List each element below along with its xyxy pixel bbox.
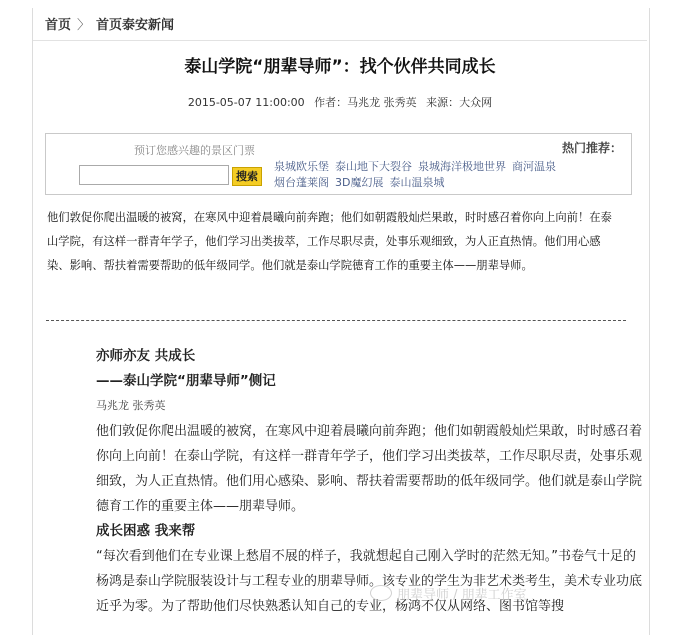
breadcrumb-separator: 〉 — [77, 18, 91, 33]
paragraph-text: “每次看到他们在专业课上愁眉不展的样子，我就想起自己刚入学时的茫然无知。”书卷气十足的杨鸿是泰山学院服装设计与工程专业的朋辈导师。该专业的学生为非艺术类考生，美术专业功底近乎为零。为了帮助他们尽快熟悉认知自己的专业，杨鸿不仅从网络、图书馆等搜 — [96, 549, 643, 614]
hot-link[interactable]: 泉城欧乐堡 — [274, 160, 329, 173]
hot-link[interactable]: 泉城海洋极地世界 — [418, 160, 506, 173]
ticket-search-box — [45, 133, 632, 195]
article-body-header — [96, 344, 644, 417]
dashed-divider — [46, 320, 626, 321]
hot-recommend-label: 热门推荐： — [561, 141, 622, 155]
search-input[interactable] — [79, 165, 229, 185]
article-body — [96, 419, 644, 619]
watermark-text: 朋辈导师 / 朋辈工作室 — [397, 588, 527, 603]
hot-link[interactable]: 泰山温泉城 — [389, 176, 445, 189]
breadcrumb-section[interactable]: 首页泰安新闻 — [96, 18, 175, 33]
article-meta — [33, 94, 647, 110]
hot-link[interactable]: 泰山地下大裂谷 — [335, 160, 412, 173]
article-subheading: ——泰山学院“朋辈导师”侧记 — [96, 373, 276, 389]
hot-links — [274, 159, 604, 191]
section-heading: 成长困惑 我来帮 — [96, 523, 196, 539]
paragraph-text: 他们敦促你爬出温暖的被窝，在寒风中迎着晨曦向前奔跑；他们如朝霞般灿烂果敢，时时感召着你向上向前！在泰山学院，有这样一群青年学子，他们学习出类拔萃，工作尽职尽责，处事乐观细致，为人正直热情。他们用心感染、影响、帮扶着需要帮助的低年级同学。他们就是泰山学院德育工作的重要主体——朋辈导师。 — [96, 424, 643, 514]
breadcrumb-divider — [33, 40, 647, 41]
search-button[interactable]: 搜索 — [232, 167, 262, 186]
article-author: 作者：马兆龙 张秀英 — [314, 96, 417, 109]
article-source: 来源：大众网 — [426, 96, 493, 109]
article-paragraph — [96, 544, 644, 619]
hot-link[interactable]: 商河温泉 — [512, 160, 556, 173]
hot-link[interactable]: 烟台蓬莱阁 — [274, 176, 329, 189]
article-datetime: 2015-05-07 11:00:00 — [187, 96, 305, 109]
breadcrumb — [45, 14, 174, 33]
hot-link[interactable]: 3D魔幻展 — [335, 176, 384, 189]
breadcrumb-home[interactable]: 首页 — [45, 18, 72, 33]
article-heading: 亦师亦友 共成长 — [96, 348, 196, 364]
article-title: 泰山学院“朋辈导师”：找个伙伴共同成长 — [184, 57, 496, 77]
article-paragraph — [96, 419, 644, 519]
article-summary: 他们敦促你爬出温暖的被窝，在寒风中迎着晨曦向前奔跑；他们如朝霞般灿烂果敢，时时感召着你向上向前！在泰山学院，有这样一群青年学子，他们学习出类拔萃，工作尽职尽责，处事乐观细致，为人正直热情。他们用心感染、影响、帮扶着需要帮助的低年级同学。他们就是泰山学院德育工作的重要主体——朋辈导师。 — [47, 211, 612, 272]
search-hint: 预订您感兴趣的景区门票 — [134, 144, 255, 157]
article-byline: 马兆龙 张秀英 — [96, 399, 166, 412]
